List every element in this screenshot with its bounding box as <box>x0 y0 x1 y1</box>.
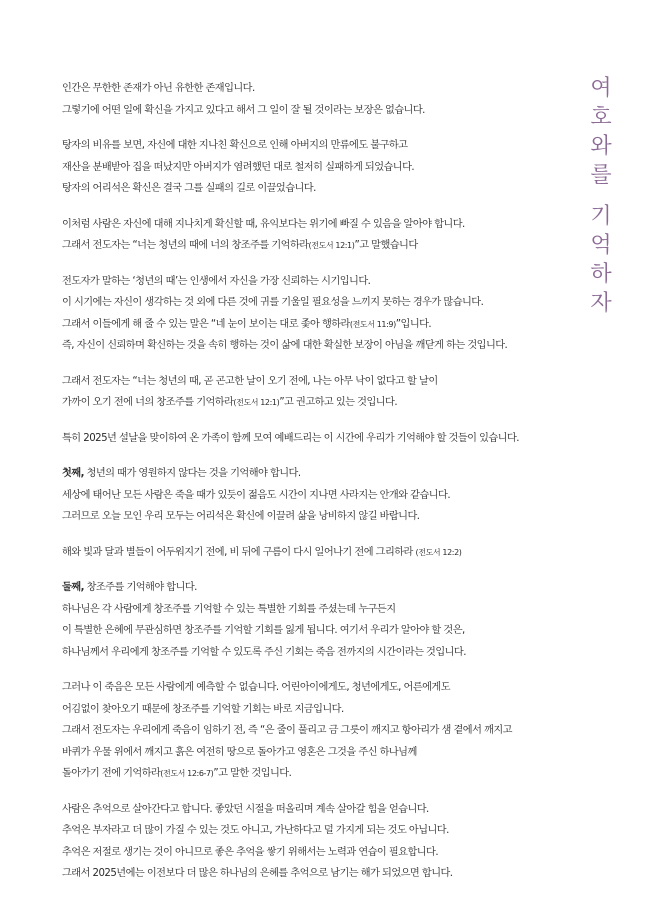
quote-text: 그래서 이들에게 해 줄 수 있는 말은 “네 눈이 보이는 대로 좇아 행하라 <box>62 318 350 330</box>
point-text: 창조주를 기억해야 합니다. <box>83 582 197 593</box>
text-line: 어김없이 찾아오기 때문에 창조주를 기억할 기회는 바로 지금입니다. <box>62 703 344 715</box>
text-line: 즉, 자신이 신뢰하며 확신하는 것을 속히 행하는 것이 삶에 대한 확실한 보장이 아님을 깨닫게 하는 것입니다. <box>62 340 508 351</box>
text-line <box>62 577 582 599</box>
text-line <box>62 392 582 414</box>
text-line: 이 시기에는 자신이 생각하는 것 외에 다른 것에 귀를 기울일 필요성을 느끼지 못하는 경우가 많습니다. <box>62 297 484 308</box>
text-line: 추억은 부자라고 더 많이 가질 수 있는 것도 아니고, 가난하다고 덜 가지게 되는 것도 아닙니다. <box>62 825 449 836</box>
text-line <box>62 235 582 257</box>
paragraph <box>62 577 582 663</box>
quote-text: 돌아가기 전에 기억하라 <box>62 768 161 779</box>
paragraph <box>62 214 582 257</box>
text-line: 재산을 분배받아 집을 떠났지만 아버지가 염려했던 대로 철저히 실패하게 되었습니다. <box>62 161 415 173</box>
paragraph <box>62 135 582 200</box>
text-line: 하나님은 각 사람에게 창조주를 기억할 수 있는 특별한 기회를 주셨는데 누구든지 <box>62 603 396 615</box>
quote-text: ”고 권고하고 있는 것입니다. <box>279 397 398 408</box>
text-line: 이 특별한 은혜에 무관심하면 창조주를 기억할 기회를 잃게 됩니다. 여기서 우리가 알아야 할 것은, <box>62 625 465 636</box>
text-line: 그래서 전도자는 “너는 청년의 때, 곧 곤고한 날이 오기 전에, 나는 아무 낙이 없다고 할 날이 <box>62 375 438 387</box>
paragraph <box>62 463 582 528</box>
scripture-reference: (전도서 12:1) <box>308 241 355 250</box>
text-line: 인간은 무한한 존재가 아닌 유한한 존재입니다. <box>62 83 255 94</box>
quote-text: ”고 말한 것입니다. <box>213 768 292 779</box>
paragraph <box>62 677 582 785</box>
quote-text: ”입니다. <box>395 318 432 330</box>
quote-text: 가까이 오기 전에 너의 창조주를 기억하라 <box>62 397 234 408</box>
title-char: 를 <box>590 163 612 188</box>
text-line: 탕자의 어리석은 확신은 결국 그를 실패의 길로 이끌었습니다. <box>62 183 316 194</box>
paragraph <box>62 78 582 121</box>
scripture-reference: (전도서 12:6-7) <box>160 769 214 778</box>
text-line: 하나님께서 우리에게 창조주를 기억할 수 있도록 주신 기회는 죽음 전까지의 시간이라는 것입니다. <box>62 646 466 658</box>
text-line: 특히 2025년 설날을 맞이하여 온 가족이 함께 모여 예배드리는 이 시간에 우리가 기억해야 할 것들이 있습니다. <box>62 432 519 444</box>
text-line: 그러므로 오늘 모인 우리 모두는 어리석은 확신에 이끌려 삶을 낭비하지 않길 바랍니다. <box>62 511 420 522</box>
text-line: 이처럼 사람은 자신에 대해 지나치게 확신할 때, 유익보다는 위기에 빠질 수 있음을 알아야 합니다. <box>62 218 465 230</box>
text-line <box>62 763 582 785</box>
title-char: 억 <box>590 233 612 258</box>
quote-text: 해와 빛과 달과 별들이 어두워지기 전에, 비 뒤에 구름이 다시 일어나기 전에 그리하라 <box>62 546 416 558</box>
title-char: 기 <box>590 204 612 229</box>
text-line: 그렇기에 어떤 일에 확신을 가지고 있다고 해서 그 일이 잘 될 것이라는 보장은 없습니다. <box>62 104 425 116</box>
text-line: 세상에 태어난 모든 사람은 죽을 때가 있듯이 젊음도 시간이 지나면 사라지는 안개와 같습니다. <box>62 489 451 501</box>
text-line <box>62 463 582 485</box>
text-line: 그래서 2025년에는 이전보다 더 많은 하나님의 은혜를 추억으로 남기는 해가 되었으면 합니다. <box>62 868 453 879</box>
title-char: 하 <box>590 262 612 287</box>
article-body <box>62 78 582 899</box>
point-lead: 둘째, <box>62 582 84 593</box>
paragraph <box>62 799 582 885</box>
text-line <box>62 314 582 336</box>
text-line <box>62 542 582 564</box>
paragraph <box>62 271 582 357</box>
paragraph <box>62 371 582 414</box>
text-line: 추억은 저절로 생기는 것이 아니므로 좋은 추억을 쌓기 위해서는 노력과 연습이 필요합니다. <box>62 846 439 858</box>
title-char: 호 <box>590 105 612 130</box>
text-line: 바퀴가 우물 위에서 깨지고 흙은 여전히 땅으로 돌아가고 영혼은 그것을 주신 하나님께 <box>62 746 417 758</box>
quote-text: 그래서 전도자는 “너는 청년의 때에 너의 창조주를 기억하라 <box>62 240 309 251</box>
text-line: 탕자의 비유를 보면, 자신에 대한 지나친 확신으로 인해 아버지의 만류에도 불구하고 <box>62 140 408 151</box>
title-char: 자 <box>590 291 612 316</box>
paragraph <box>62 428 582 450</box>
text-line: 그래서 전도자는 우리에게 죽음이 임하기 전, 즉 “은 줄이 풀리고 금 그릇이 깨지고 항아리가 샘 곁에서 깨지고 <box>62 725 512 736</box>
text-line: 전도자가 말하는 ‘청년의 때’는 인생에서 자신을 가장 신뢰하는 시기입니다. <box>62 275 371 287</box>
title-char: 여 <box>590 76 612 101</box>
scripture-reference: (전도서 11:9) <box>349 319 396 329</box>
vertical-title <box>586 74 616 318</box>
text-line: 그러나 이 죽음은 모든 사람에게 예측할 수 없습니다. 어린아이에게도, 청년에게도, 어른에게도 <box>62 682 451 693</box>
title-char: 와 <box>590 134 612 159</box>
scripture-reference: (전도서 12:1) <box>233 398 280 407</box>
paragraph <box>62 542 582 564</box>
scripture-reference: (전도서 12:2) <box>415 547 462 557</box>
point-text: 청년의 때가 영원하지 않다는 것을 기억해야 합니다. <box>83 468 301 479</box>
point-lead: 첫째, <box>62 468 84 479</box>
text-line: 사람은 추억으로 살아간다고 합니다. 좋았던 시절을 떠올리며 계속 살아갈 힘을 얻습니다. <box>62 803 429 815</box>
quote-text: ”고 말했습니다 <box>354 240 418 251</box>
